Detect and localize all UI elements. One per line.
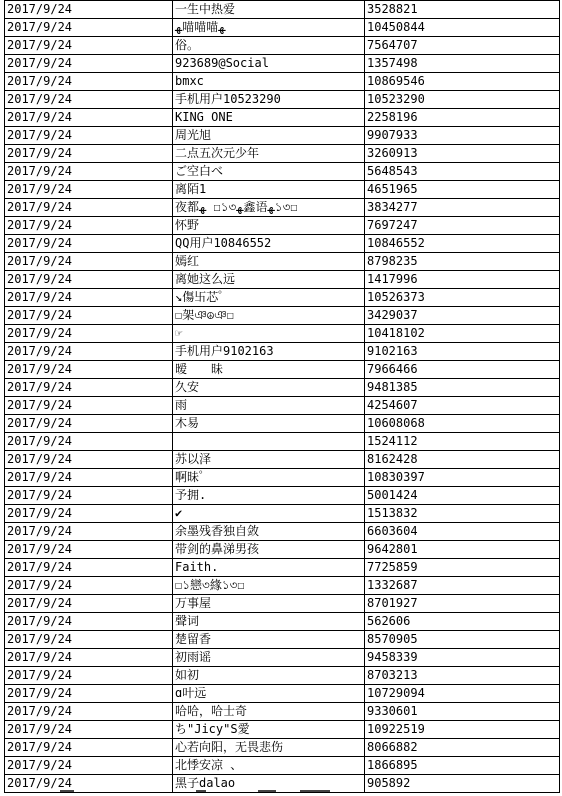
user-table [4,0,560,793]
date-cell[interactable]: 2017/9/24 [5,181,173,199]
name-cell[interactable]: 聲词 [173,613,365,631]
date-cell[interactable]: 2017/9/24 [5,415,173,433]
table-row [5,541,560,559]
id-cell[interactable]: 7564707 [365,37,560,55]
id-cell[interactable]: 7697247 [365,217,560,235]
table-row [5,703,560,721]
name-cell[interactable]: 离陌1 [173,181,365,199]
date-cell[interactable]: 2017/9/24 [5,397,173,415]
name-cell[interactable]: 木易 [173,415,365,433]
table-row [5,307,560,325]
name-cell[interactable]: 雨 [173,397,365,415]
id-cell[interactable]: 4651965 [365,181,560,199]
table-row [5,91,560,109]
table-row [5,415,560,433]
table-row [5,559,560,577]
name-cell[interactable]: 余墨残香独自敛 [173,523,365,541]
id-cell[interactable]: 1357498 [365,55,560,73]
date-cell[interactable]: 2017/9/24 [5,271,173,289]
date-cell[interactable]: 2017/9/24 [5,379,173,397]
name-cell[interactable]: 夜都ﻬ ☐১৩ﻬ鑫语ﻬ১৩☐ [173,199,365,217]
table-row [5,757,560,775]
table-row [5,145,560,163]
id-cell[interactable]: 7966466 [365,361,560,379]
id-cell[interactable]: 10608068 [365,415,560,433]
name-cell[interactable]: Faith. [173,559,365,577]
id-cell[interactable]: 8798235 [365,253,560,271]
name-cell[interactable] [173,433,365,451]
table-row [5,289,560,307]
date-cell[interactable]: 2017/9/24 [5,163,173,181]
table-row [5,73,560,91]
date-cell[interactable]: 2017/9/24 [5,649,173,667]
date-cell[interactable]: 2017/9/24 [5,37,173,55]
id-cell[interactable]: 9907933 [365,127,560,145]
table-row [5,379,560,397]
name-cell[interactable]: 久安 [173,379,365,397]
table-row [5,217,560,235]
id-cell[interactable]: 8701927 [365,595,560,613]
name-cell[interactable]: 心若向阳，无畏悲伤 [173,739,365,757]
table-row [5,361,560,379]
id-cell[interactable]: 10526373 [365,289,560,307]
name-cell[interactable]: 黑子dalao [173,775,365,793]
name-cell[interactable]: 哈哈，哈士奇 [173,703,365,721]
table-row [5,325,560,343]
id-cell[interactable]: 10869546 [365,73,560,91]
name-cell[interactable]: 嫣红 [173,253,365,271]
date-cell[interactable]: 2017/9/24 [5,55,173,73]
table-row [5,613,560,631]
id-cell[interactable]: 1866895 [365,757,560,775]
table-row [5,163,560,181]
spreadsheet [4,0,559,793]
id-cell[interactable]: 8570905 [365,631,560,649]
date-cell[interactable]: 2017/9/24 [5,559,173,577]
table-row [5,397,560,415]
table-row [5,181,560,199]
table-row [5,253,560,271]
name-cell[interactable]: 苏以泽 [173,451,365,469]
id-cell[interactable]: 3834277 [365,199,560,217]
name-cell[interactable]: 如初 [173,667,365,685]
name-cell[interactable]: 啊昧゜ [173,469,365,487]
date-cell[interactable]: 2017/9/24 [5,109,173,127]
id-cell[interactable]: 10922519 [365,721,560,739]
id-cell[interactable]: 9458339 [365,649,560,667]
name-cell[interactable]: 带剑的鼻涕男孩 [173,541,365,559]
table-row [5,199,560,217]
name-cell[interactable]: 怀野 [173,217,365,235]
name-cell[interactable]: ✔ [173,505,365,523]
name-cell[interactable]: 初雨谣 [173,649,365,667]
date-cell[interactable]: 2017/9/24 [5,361,173,379]
table-row [5,109,560,127]
table-row [5,667,560,685]
id-cell[interactable]: 9481385 [365,379,560,397]
cut-off-next-row [0,790,562,796]
name-cell[interactable]: KING ONE [173,109,365,127]
name-cell[interactable]: 俗。 [173,37,365,55]
date-cell[interactable]: 2017/9/24 [5,505,173,523]
date-cell[interactable]: 2017/9/24 [5,775,173,793]
id-cell[interactable]: 7725859 [365,559,560,577]
table-row [5,739,560,757]
date-cell[interactable]: 2017/9/24 [5,325,173,343]
table-row [5,37,560,55]
date-cell[interactable]: 2017/9/24 [5,469,173,487]
date-cell[interactable]: 2017/9/24 [5,343,173,361]
date-cell[interactable]: 2017/9/24 [5,91,173,109]
table-row [5,487,560,505]
name-cell[interactable]: ↘傷卐芯゜ [173,289,365,307]
date-cell[interactable]: 2017/9/24 [5,523,173,541]
id-cell[interactable]: 2258196 [365,109,560,127]
name-cell[interactable]: ☐架ঞ☮ঞ☐ [173,307,365,325]
date-cell[interactable]: 2017/9/24 [5,667,173,685]
name-cell[interactable]: 二点五次元少年 [173,145,365,163]
name-cell[interactable]: 暧 昧 [173,361,365,379]
name-cell[interactable]: 周光旭 [173,127,365,145]
date-cell[interactable]: 2017/9/24 [5,613,173,631]
id-cell[interactable]: 4254607 [365,397,560,415]
id-cell[interactable]: 5001424 [365,487,560,505]
date-cell[interactable]: 2017/9/24 [5,307,173,325]
name-cell[interactable]: ご空白べ [173,163,365,181]
date-cell[interactable]: 2017/9/24 [5,685,173,703]
name-cell[interactable]: ☐১戀৩緣১৩☐ [173,577,365,595]
date-cell[interactable]: 2017/9/24 [5,487,173,505]
name-cell[interactable]: 万事屋 [173,595,365,613]
table-row [5,343,560,361]
id-cell[interactable]: 905892 [365,775,560,793]
table-body [5,1,560,793]
table-row [5,721,560,739]
name-cell[interactable]: 923689@Social [173,55,365,73]
date-cell[interactable]: 2017/9/24 [5,1,173,19]
date-cell[interactable]: 2017/9/24 [5,289,173,307]
date-cell[interactable]: 2017/9/24 [5,757,173,775]
name-cell[interactable]: 一生中热爱 [173,1,365,19]
table-row [5,235,560,253]
table-row [5,451,560,469]
table-row [5,469,560,487]
id-cell[interactable]: 10729094 [365,685,560,703]
name-cell[interactable]: ☞ [173,325,365,343]
table-row [5,1,560,19]
id-cell[interactable]: 5648543 [365,163,560,181]
table-row [5,577,560,595]
id-cell[interactable]: 8703213 [365,667,560,685]
table-row [5,505,560,523]
name-cell[interactable]: 予拥. [173,487,365,505]
id-cell[interactable]: 1417996 [365,271,560,289]
name-cell[interactable]: ﻬ喵喵喵ﻬ [173,19,365,37]
id-cell[interactable]: 9330601 [365,703,560,721]
id-cell[interactable]: 1513832 [365,505,560,523]
id-cell[interactable]: 3260913 [365,145,560,163]
id-cell[interactable]: 10830397 [365,469,560,487]
name-cell[interactable]: 手机用户9102163 [173,343,365,361]
date-cell[interactable]: 2017/9/24 [5,721,173,739]
id-cell[interactable]: 6603604 [365,523,560,541]
table-row [5,19,560,37]
id-cell[interactable]: 8066882 [365,739,560,757]
table-row [5,271,560,289]
id-cell[interactable]: 10450844 [365,19,560,37]
date-cell[interactable]: 2017/9/24 [5,739,173,757]
table-row [5,523,560,541]
date-cell[interactable]: 2017/9/24 [5,217,173,235]
id-cell[interactable]: 3429037 [365,307,560,325]
name-cell[interactable]: 楚留香 [173,631,365,649]
id-cell[interactable]: 10846552 [365,235,560,253]
name-cell[interactable]: 北悸安凉 、 [173,757,365,775]
date-cell[interactable]: 2017/9/24 [5,595,173,613]
id-cell[interactable]: 8162428 [365,451,560,469]
id-cell[interactable]: 10523290 [365,91,560,109]
id-cell[interactable]: 562606 [365,613,560,631]
table-row [5,55,560,73]
date-cell[interactable]: 2017/9/24 [5,577,173,595]
name-cell[interactable]: 离她这么远 [173,271,365,289]
date-cell[interactable]: 2017/9/24 [5,73,173,91]
date-cell[interactable]: 2017/9/24 [5,541,173,559]
id-cell[interactable]: 9642801 [365,541,560,559]
date-cell[interactable]: 2017/9/24 [5,253,173,271]
name-cell[interactable]: ɑ叶远 [173,685,365,703]
table-row [5,127,560,145]
date-cell[interactable]: 2017/9/24 [5,451,173,469]
date-cell[interactable]: 2017/9/24 [5,199,173,217]
table-row [5,685,560,703]
id-cell[interactable]: 3528821 [365,1,560,19]
date-cell[interactable]: 2017/9/24 [5,703,173,721]
name-cell[interactable]: bmxc [173,73,365,91]
date-cell[interactable]: 2017/9/24 [5,19,173,37]
date-cell[interactable]: 2017/9/24 [5,145,173,163]
date-cell[interactable]: 2017/9/24 [5,631,173,649]
id-cell[interactable]: 10418102 [365,325,560,343]
id-cell[interactable]: 1524112 [365,433,560,451]
name-cell[interactable]: 手机用户10523290 [173,91,365,109]
date-cell[interactable]: 2017/9/24 [5,433,173,451]
table-row [5,649,560,667]
id-cell[interactable]: 1332687 [365,577,560,595]
name-cell[interactable]: QQ用户10846552 [173,235,365,253]
table-row [5,433,560,451]
date-cell[interactable]: 2017/9/24 [5,127,173,145]
name-cell[interactable]: ち"Jicy"S愛 [173,721,365,739]
id-cell[interactable]: 9102163 [365,343,560,361]
table-row [5,631,560,649]
table-row [5,595,560,613]
date-cell[interactable]: 2017/9/24 [5,235,173,253]
